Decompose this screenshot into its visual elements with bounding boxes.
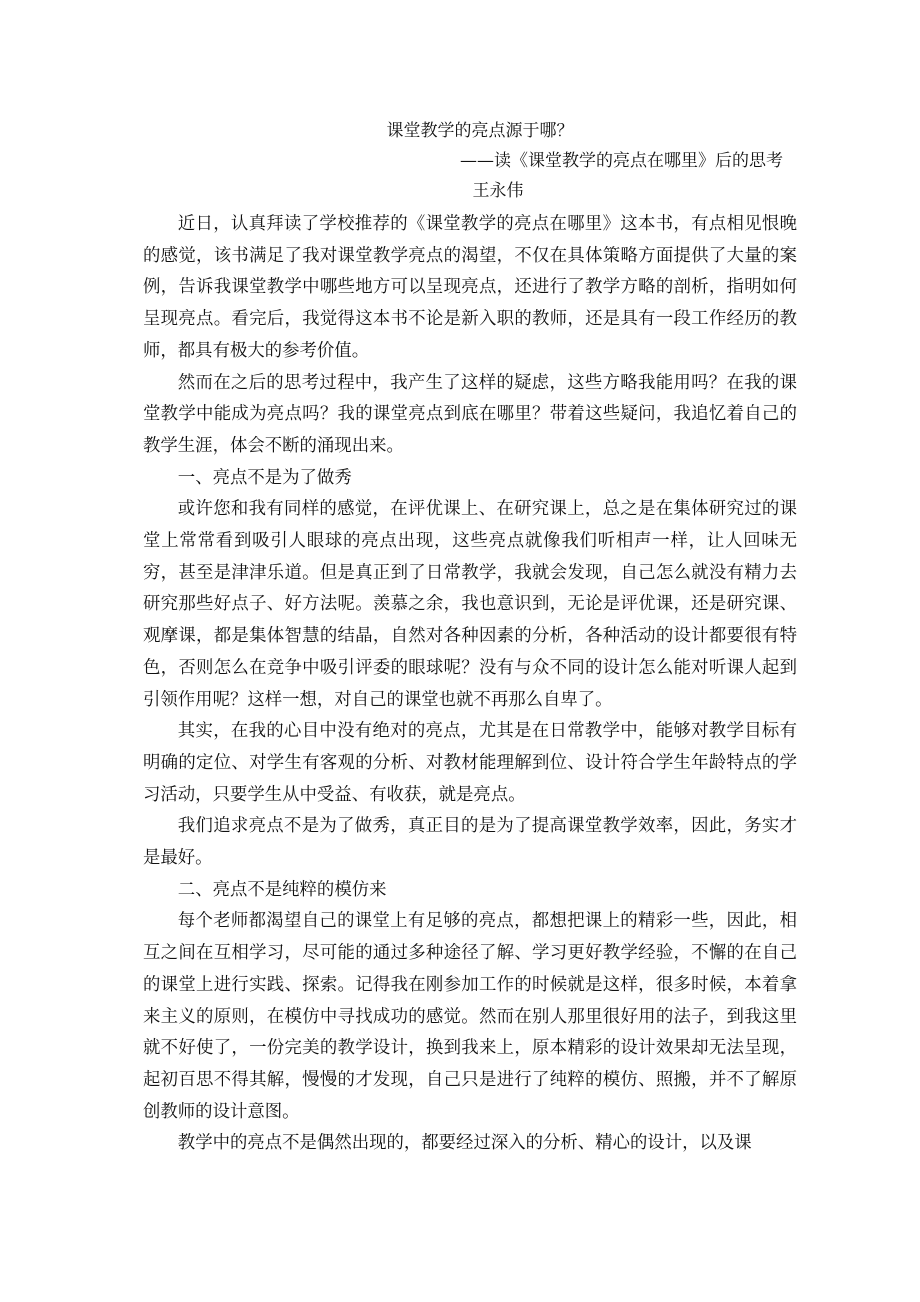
document-title: 课堂教学的亮点源于哪？ (386, 121, 574, 141)
document-subtitle: ——读《课堂教学的亮点在哪里》后的思考 (460, 151, 783, 171)
paragraph: 教学中的亮点不是偶然出现的，都要经过深入的分析、精心的设计，以及课 (177, 1133, 752, 1154)
paragraph: 我们追求亮点不是为了做秀，真正目的是为了提高课堂教学效率，因此，务实才是最好。 (143, 816, 797, 869)
paragraph: 近日，认真拜读了学校推荐的《课堂教学的亮点在哪里》这本书，有点相见恨晚的感觉，该书满足了我对课堂教学亮点的渴望，不仅在具体策略方面提供了大量的案例，告诉我课堂教学中哪些地方可以呈现亮点，还进行了教学方略的剖析，指明如何呈现亮点。看完后，我觉得这本书不论是新入职的教师，还是具有一段工作经历的教师，都具有极大的参考价值。 (143, 214, 797, 361)
document-body (143, 209, 797, 1160)
paragraph: 或许您和我有同样的感觉，在评优课上、在研究课上，总之是在集体研究过的课堂上常常看到吸引人眼球的亮点出现，这些亮点就像我们听相声一样，让人回味无穷，甚至是津津乐道。但是真正到了日常教学，我就会发现，自己怎么就没有精力去研究那些好点子、好方法呢。羡慕之余，我也意识到，无论是评优课，还是研究课、观摩课，都是集体智慧的结晶，自然对各种因素的分析，各种活动的设计都要很有特色，否则怎么在竞争中吸引评委的眼球呢？没有与众不同的设计怎么能对听课人起到引领作用呢？这样一想，对自己的课堂也就不再那么自卑了。 (143, 499, 797, 710)
paragraph: 其实，在我的心目中没有绝对的亮点，尤其是在日常教学中，能够对教学目标有明确的定位、对学生有客观的分析、对教材能理解到位、设计符合学生年龄特点的学习活动，只要学生从中受益、有收获，就是亮点。 (143, 721, 797, 805)
document-page (143, 116, 797, 1160)
section-heading: 二、亮点不是纯粹的模仿来 (177, 879, 387, 900)
document-author: 王永伟 (472, 181, 524, 201)
paragraph: 然而在之后的思考过程中，我产生了这样的疑虑，这些方略我能用吗？在我的课堂教学中能成为亮点吗？我的课堂亮点到底在哪里？带着这些疑问，我追忆着自己的教学生涯，体会不断的涌现出来。 (143, 372, 797, 456)
section-heading: 一、亮点不是为了做秀 (177, 467, 352, 488)
paragraph: 每个老师都渴望自己的课堂上有足够的亮点，都想把课上的精彩一些，因此，相互之间在互相学习，尽可能的通过多种途径了解、学习更好教学经验，不懈的在自己的课堂上进行实践、探索。记得我在刚参加工作的时候就是这样，很多时候，本着拿来主义的原则，在模仿中寻找成功的感觉。然而在别人那里很好用的法子，到我这里就不好使了，一份完美的教学设计，换到我来上，原本精彩的设计效果却无法呈现，起初百思不得其解，慢慢的才发现，自己只是进行了纯粹的模仿、照搬，并不了解原创教师的设计意图。 (143, 911, 797, 1122)
